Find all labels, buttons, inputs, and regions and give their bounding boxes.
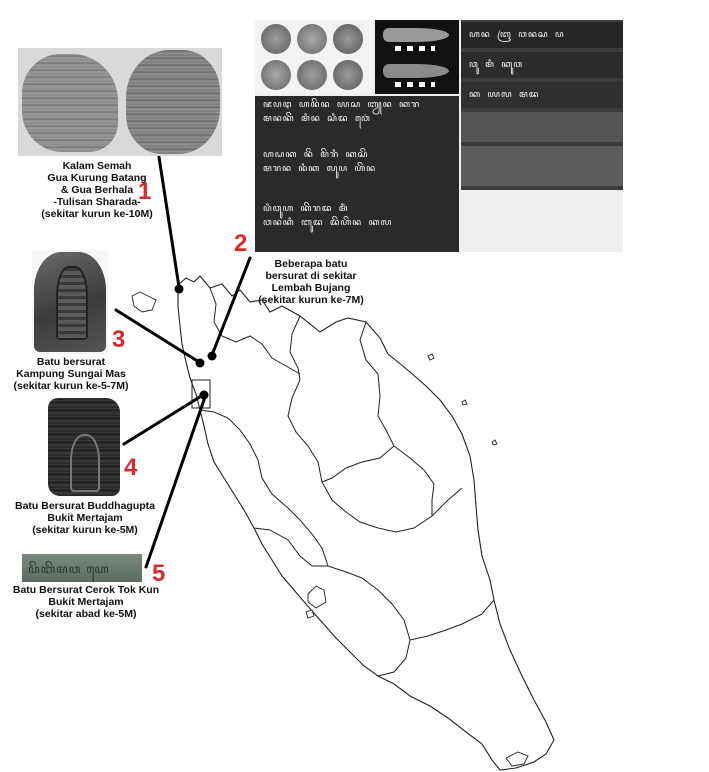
- site-number-4: 4: [124, 454, 138, 481]
- caption-line: (sekitar kurun ke-7M): [258, 294, 364, 306]
- site-number-5: 5: [152, 560, 166, 587]
- caption-site-2: [246, 258, 376, 306]
- site-marker-3: [196, 359, 205, 368]
- caption-line: Lembah Bujang: [271, 282, 351, 294]
- tablet-fragment-right: [126, 50, 220, 154]
- tablet-fragment-left: [22, 54, 118, 152]
- caption-line: & Gua Berhala: [60, 184, 134, 196]
- inscription-strips-right: ꦲꦤ ꦧꦿ ꦮꦤꦱ ꦥ ꦮꦸ ꦩꦶ ꦏꦸꦮ ꦏ ꦪꦭ ꦩꦢ: [461, 20, 623, 190]
- caption-line: Gua Kurung Batang: [47, 172, 147, 184]
- caption-line: Kalam Semah: [62, 160, 132, 172]
- caption-line: Kampung Sungai Mas: [16, 368, 126, 380]
- inscription-photo-4: [46, 396, 122, 498]
- peninsula-outline: [178, 276, 554, 770]
- inscription-photo-2: [255, 20, 623, 252]
- inscription-strips: ꦗꦥꦛ ꦲꦤꦼꦤ ꦪꦱ ꦧꦾꦤ ꦏꦫ ꦩꦤꦏꦼ ꦩꦶꦤ ꦱꦶꦢ ꦮꦺꦁ ꦲꦝꦏ ꦤꦼꦁ ꦩꦼꦫꦶ ꦏꦱꦼ ꦩꦫꦤ ꦤꦶꦏ ꦭꦸꦥ ꦲꦼꦤ ꦥꦶꦮꦸꦲ ꦏꦼꦫꦢ ꦩꦶꦁ ꦮꦤꦏꦶ ꦧꦸꦢ ꦢꦼꦲꦼꦤ ꦏꦭ: [255, 96, 459, 252]
- caption-line: Batu Bersurat Buddhagupta: [14, 500, 155, 512]
- coins-panel: [255, 20, 373, 94]
- caption-site-4: [0, 500, 170, 536]
- artifact-panel: [375, 20, 459, 94]
- caption-site-3: [4, 356, 138, 392]
- caption-line: -Tulisan Sharada-: [53, 196, 141, 208]
- inscription-photo-1: [18, 48, 222, 156]
- caption-site-1: [22, 160, 172, 220]
- inscription-photo-5: ꦥꦼꦧꦼꦩꦮ ꦲꦺ: [22, 554, 142, 582]
- caption-line: Batu Bersurat Cerok Tok Kun: [12, 584, 160, 596]
- site-number-1: 1: [138, 178, 152, 205]
- caption-line: Bukit Mertajam: [47, 512, 123, 524]
- caption-line: (sekitar kurun ke-5M): [32, 524, 138, 536]
- caption-line: (sekitar kurun ke-5-7M): [13, 380, 129, 392]
- site-marker-1: [175, 285, 184, 294]
- caption-line: Beberapa batu: [274, 258, 348, 270]
- caption-line: Bukit Mertajam: [48, 596, 124, 608]
- caption-line: (sekitar kurun ke-10M): [41, 208, 153, 220]
- caption-line: bersurat di sekitar: [265, 270, 357, 282]
- inscription-photo-3: [32, 250, 108, 354]
- caption-line: Batu bersurat: [36, 356, 106, 368]
- caption-line: (sekitar abad ke-5M): [35, 608, 137, 620]
- site-marker-4: [200, 391, 209, 400]
- caption-site-5: [0, 584, 172, 620]
- site-marker-2: [208, 352, 217, 361]
- site-number-3: 3: [112, 326, 126, 353]
- site-number-2: 2: [234, 230, 248, 257]
